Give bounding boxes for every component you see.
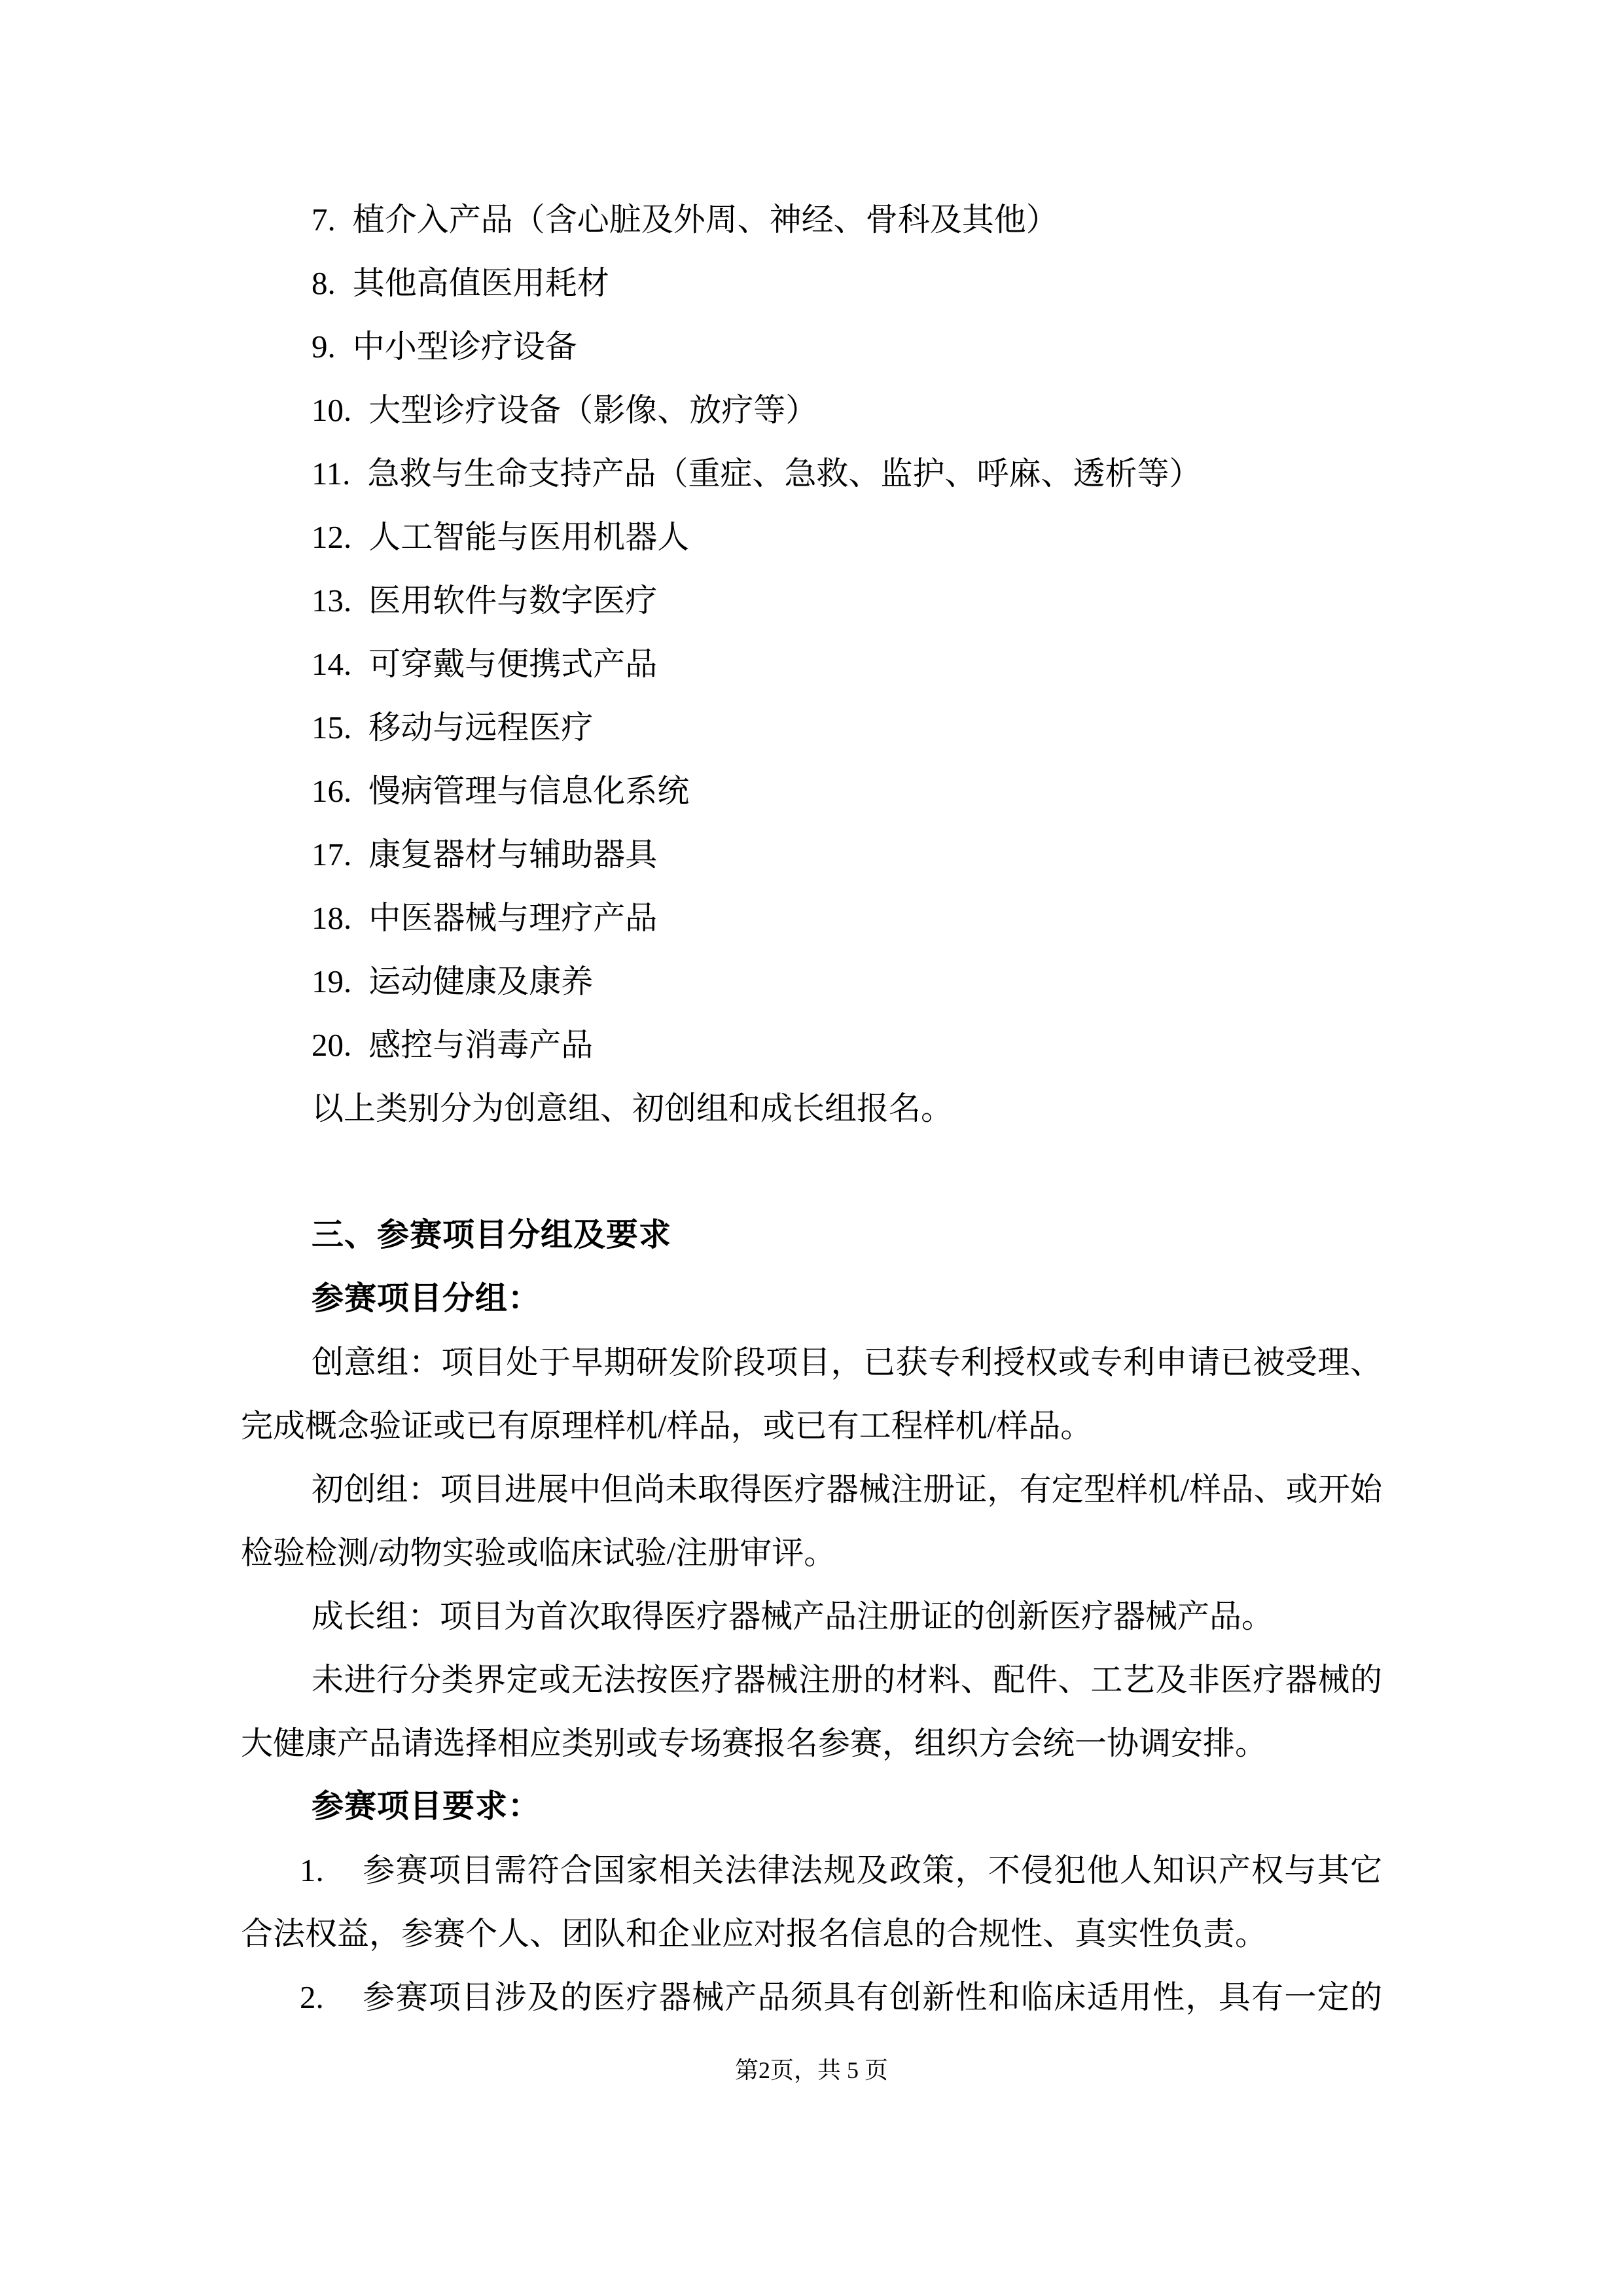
line-text: 参赛项目分组：: [312, 1281, 541, 1316]
line-number: 12.: [312, 519, 352, 555]
para-startup-group-line-2: [241, 1521, 1382, 1585]
para-unclassified-line-1: [241, 1648, 1382, 1712]
line-text: 其他高值医用耗材: [352, 265, 609, 301]
line-number: 19.: [312, 963, 352, 999]
line-text: 参赛项目涉及的医疗器械产品须具有创新性和临床适用性，具有一定的: [362, 1979, 1382, 2015]
blank-line: [241, 1140, 1382, 1204]
line-text: 合法权益，参赛个人、团队和企业应对报名信息的合规性、真实性负责。: [241, 1916, 1268, 1952]
para-idea-group-line-1: [241, 1331, 1382, 1394]
line-text: 康复器材与辅助器具: [368, 836, 658, 872]
line-number: 10.: [312, 392, 352, 428]
line-text: 植介入产品（含心脏及外周、神经、骨科及其他）: [352, 202, 1058, 238]
line-number: 7.: [312, 202, 336, 238]
line-number: 14.: [312, 646, 352, 682]
line-text: 感控与消毒产品: [368, 1027, 594, 1063]
line-text: 运动健康及康养: [368, 963, 594, 999]
subheading-requirements: [241, 1775, 1382, 1839]
requirement-1-line-1: [241, 1839, 1382, 1902]
line-number: 20.: [312, 1027, 352, 1063]
requirement-2-line-1: [241, 1965, 1382, 2029]
list-item-17: [241, 823, 1382, 886]
para-growth-group: [241, 1585, 1382, 1648]
line-number: 2.: [300, 1979, 324, 2015]
list-item-7: [241, 188, 1382, 251]
list-item-20: [241, 1013, 1382, 1077]
list-item-16: [241, 759, 1382, 823]
line-text: 以上类别分为创意组、初创组和成长组报名。: [312, 1090, 954, 1126]
list-item-11: [241, 442, 1382, 505]
line-text: 参赛项目需符合国家相关法律法规及政策，不侵犯他人知识产权与其它: [362, 1852, 1382, 1888]
line-number: 15.: [312, 709, 352, 745]
line-number: 13.: [312, 583, 352, 619]
line-text: 三、参赛项目分组及要求: [312, 1217, 672, 1253]
line-text: 人工智能与医用机器人: [368, 519, 690, 555]
list-item-9: [241, 315, 1382, 378]
line-number: 11.: [312, 456, 351, 492]
document-content: [241, 188, 1382, 2029]
requirement-1-line-2: [241, 1902, 1382, 1965]
list-item-8: [241, 251, 1382, 315]
line-number: 9.: [312, 329, 336, 365]
list-item-15: [241, 696, 1382, 759]
list-item-14: [241, 632, 1382, 696]
para-startup-group-line-1: [241, 1458, 1382, 1521]
line-text: 大健康产品请选择相应类别或专场赛报名参赛，组织方会统一协调安排。: [241, 1725, 1268, 1761]
subheading-grouping: [241, 1267, 1382, 1331]
line-text: 初创组：项目进展中但尚未取得医疗器械注册证，有定型样机/样品、或开始: [312, 1471, 1382, 1507]
list-item-13: [241, 569, 1382, 632]
line-text: 参赛项目要求：: [312, 1789, 541, 1824]
page-number-label: 第2页，共 5 页: [734, 2057, 888, 2083]
para-idea-group-line-2: [241, 1394, 1382, 1458]
list-item-18: [241, 886, 1382, 950]
para-unclassified-line-2: [241, 1712, 1382, 1775]
page-footer: [0, 2055, 1623, 2085]
line-text: 创意组：项目处于早期研发阶段项目，已获专利授权或专利申请已被受理、: [312, 1344, 1382, 1380]
list-closing-line: [241, 1077, 1382, 1140]
line-text: 中医器械与理疗产品: [368, 900, 658, 936]
list-item-10: [241, 378, 1382, 442]
line-text: 完成概念验证或已有原理样机/样品，或已有工程样机/样品。: [241, 1408, 1093, 1444]
line-text: 可穿戴与便携式产品: [368, 646, 658, 682]
line-text: 大型诊疗设备（影像、放疗等）: [368, 392, 818, 428]
line-text: 未进行分类界定或无法按医疗器械注册的材料、配件、工艺及非医疗器械的: [312, 1662, 1382, 1698]
section-heading: [241, 1204, 1382, 1267]
list-item-19: [241, 950, 1382, 1013]
line-number: 16.: [312, 773, 352, 809]
line-number: 1.: [300, 1852, 324, 1888]
line-text: 检验检测/动物实验或临床试验/注册审评。: [241, 1535, 836, 1571]
line-number: 17.: [312, 836, 352, 872]
list-item-12: [241, 505, 1382, 569]
line-text: 医用软件与数字医疗: [368, 583, 658, 619]
line-text: 成长组：项目为首次取得医疗器械产品注册证的创新医疗器械产品。: [312, 1598, 1274, 1634]
line-number: 18.: [312, 900, 352, 936]
line-text: 急救与生命支持产品（重症、急救、监护、呼麻、透析等）: [367, 456, 1202, 492]
line-number: 8.: [312, 265, 336, 301]
line-text: 中小型诊疗设备: [352, 329, 577, 365]
line-text: 慢病管理与信息化系统: [368, 773, 690, 809]
line-text: 移动与远程医疗: [368, 709, 594, 745]
